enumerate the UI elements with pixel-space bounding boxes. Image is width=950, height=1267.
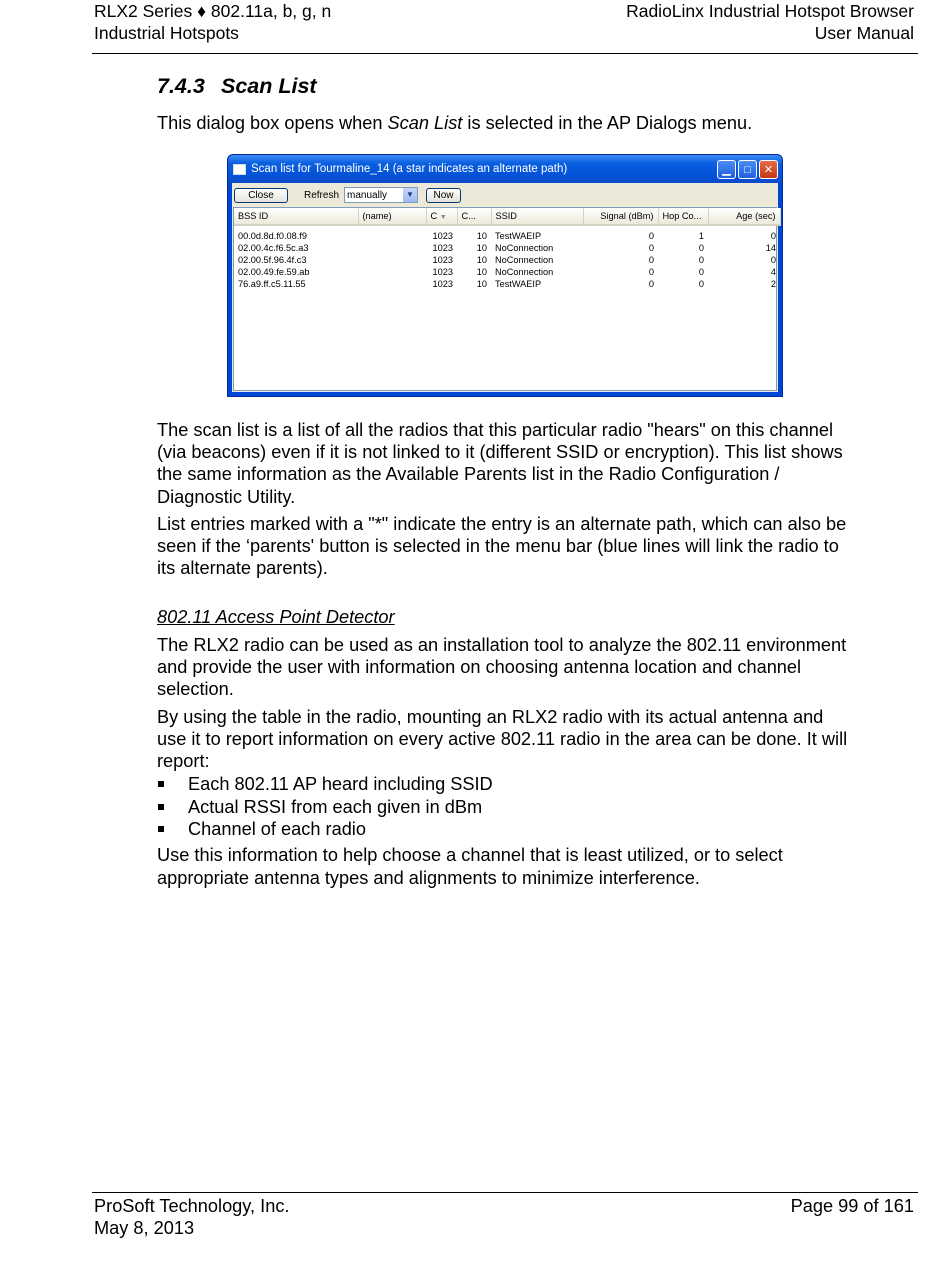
table-cell: 1023 (432, 279, 453, 289)
list-item-text: Channel of each radio (188, 819, 366, 840)
page-number: Page 99 of 161 (790, 1196, 914, 1216)
table-cell: NoConnection (495, 243, 554, 253)
table-cell: 0 (648, 267, 654, 277)
table-cell: 0 (648, 231, 654, 241)
table-cell: 0 (698, 255, 704, 265)
table-cell (358, 278, 426, 290)
col-header-signal[interactable]: Signal (dBm) (583, 208, 658, 225)
scan-list-description (157, 419, 857, 579)
footer-divider (92, 1192, 918, 1193)
window-icon (233, 164, 246, 175)
close-icon[interactable]: ✕ (759, 160, 778, 179)
table-cell (358, 254, 426, 266)
refresh-select[interactable] (344, 187, 418, 203)
table-cell: 02.00.49.fe.59.ab (238, 267, 310, 277)
list-item-text: Actual RSSI from each given in dBm (188, 796, 483, 817)
table-cell: 10 (476, 231, 487, 241)
subheading: 802.11 Access Point Detector (157, 607, 395, 627)
table-cell (358, 225, 426, 242)
table-cell: 76.a9.ff.c5.11.55 (238, 279, 306, 289)
close-button[interactable]: Close (234, 188, 288, 203)
table-cell: 10 (476, 243, 487, 253)
table-cell: 0 (648, 243, 654, 253)
col-header-name[interactable]: (name) (358, 208, 426, 225)
header-series: RLX2 Series ♦ 802.11a, b, g, n (94, 1, 332, 21)
table-cell (358, 266, 426, 278)
list-item (157, 796, 857, 818)
table-cell: NoConnection (495, 255, 554, 265)
list-item-text: Each 802.11 AP heard including SSID (188, 774, 493, 795)
table-header-row (234, 208, 780, 225)
table-row[interactable] (234, 242, 780, 254)
table-cell: 10 (476, 255, 487, 265)
dialog-toolbar (232, 183, 778, 207)
footer-date: May 8, 2013 (94, 1218, 195, 1239)
dialog-body (232, 183, 778, 392)
chevron-down-icon[interactable]: ▼ (403, 188, 417, 202)
table-cell: 0 (770, 255, 776, 265)
bullet-icon (158, 804, 164, 810)
paragraph: Use this information to help choose a channel that is least utilized, or to select appropriate antenna types and alignments to minimize interference. (157, 845, 783, 888)
intro-emphasis: Scan List (387, 113, 463, 133)
scan-list-rows (234, 225, 780, 290)
table-cell: TestWAEIP (495, 231, 542, 241)
table-cell: 14 (765, 243, 776, 253)
paragraph: The scan list is a list of all the radios that this particular radio "hears" on this channel (via beacons) even if it is not linked to it (different SSID or encryption). This list shows the same information as the Available Parents list in the Radio Configuration / Diagnostic Utility. (157, 420, 843, 507)
page-header-left (94, 0, 331, 44)
table-cell: NoConnection (495, 267, 554, 277)
col-header-bssid[interactable]: BSS ID (234, 208, 358, 225)
table-cell: 00.0d.8d.f0.08.f9 (238, 231, 307, 241)
table-row[interactable] (234, 225, 780, 242)
footer-company: ProSoft Technology, Inc. (94, 1196, 290, 1216)
header-divider (92, 53, 918, 54)
scan-list-dialog (227, 154, 783, 397)
intro-text: This dialog box opens when (157, 113, 388, 133)
col-header-age[interactable]: Age (sec) (708, 208, 780, 225)
table-cell: 10 (476, 279, 487, 289)
scan-list-table[interactable] (233, 207, 777, 391)
col-header-hop-count[interactable]: Hop Co... (658, 208, 708, 225)
table-cell: 1023 (432, 255, 453, 265)
header-category: Industrial Hotspots (94, 23, 239, 43)
maximize-icon[interactable]: □ (738, 160, 757, 179)
table-cell: TestWAEIP (495, 279, 542, 289)
header-product: RadioLinx Industrial Hotspot Browser (626, 1, 914, 21)
list-item (157, 818, 857, 840)
page-footer-left (94, 1195, 289, 1240)
table-cell: 0 (648, 255, 654, 265)
table-cell: 0 (698, 243, 704, 253)
intro-text-end: is selected in the AP Dialogs menu. (462, 113, 753, 133)
col-header-ssid[interactable]: SSID (491, 208, 583, 225)
table-cell: 1023 (432, 243, 453, 253)
table-cell: 4 (770, 267, 776, 277)
table-cell: 2 (770, 279, 776, 289)
table-cell: 1023 (432, 267, 453, 277)
section-title: Scan List (221, 74, 317, 98)
table-cell: 0 (698, 279, 704, 289)
table-row[interactable] (234, 278, 780, 290)
bullet-icon (158, 781, 164, 787)
list-item (157, 773, 857, 795)
ap-detector-section (157, 634, 857, 889)
table-row[interactable] (234, 254, 780, 266)
col-header-channel-label: C (430, 211, 438, 221)
table-cell: 0 (698, 267, 704, 277)
page-header-right (626, 0, 914, 44)
table-cell (358, 242, 426, 254)
refresh-label: Refresh (304, 189, 340, 201)
now-button[interactable]: Now (426, 188, 461, 203)
table-cell: 0 (648, 279, 654, 289)
section-heading (157, 74, 317, 99)
bullet-icon (158, 826, 164, 832)
section-number: 7.4.3 (157, 74, 205, 98)
dialog-title: Scan list for Tourmaline_14 (a star indicates an alternate path) (251, 163, 568, 175)
table-row[interactable] (234, 266, 780, 278)
table-cell: 1023 (432, 231, 453, 241)
table-cell: 02.00.4c.f6.5c.a3 (238, 243, 309, 253)
intro-paragraph (157, 112, 752, 134)
paragraph: By using the table in the radio, mounting an RLX2 radio with its actual antenna and use it to report information on every active 802.11 radio in the area can be done. It will report: (157, 706, 848, 772)
sort-icon: ▼ (439, 214, 447, 221)
paragraph: The RLX2 radio can be used as an installation tool to analyze the 802.11 environment and provide the user with information on choosing antenna location and channel selection. (157, 635, 847, 700)
col-header-c[interactable]: C... (457, 208, 491, 225)
refresh-select-value: manually (347, 189, 388, 201)
paragraph: List entries marked with a "*" indicate the entry is an alternate path, which can also be seen if the ‘parents' button is selected in the menu bar (blue lines will link the radio to its alternate parents). (157, 513, 847, 579)
col-header-channel[interactable] (426, 208, 457, 225)
minimize-icon[interactable]: ▁ (717, 160, 736, 179)
header-doc-type: User Manual (814, 23, 914, 43)
dialog-titlebar[interactable] (228, 155, 782, 183)
report-list (157, 773, 857, 840)
table-cell: 10 (476, 267, 487, 277)
table-cell: 0 (770, 231, 776, 241)
table-cell: 1 (698, 231, 704, 241)
table-cell: 02.00.5f.96.4f.c3 (238, 255, 307, 265)
